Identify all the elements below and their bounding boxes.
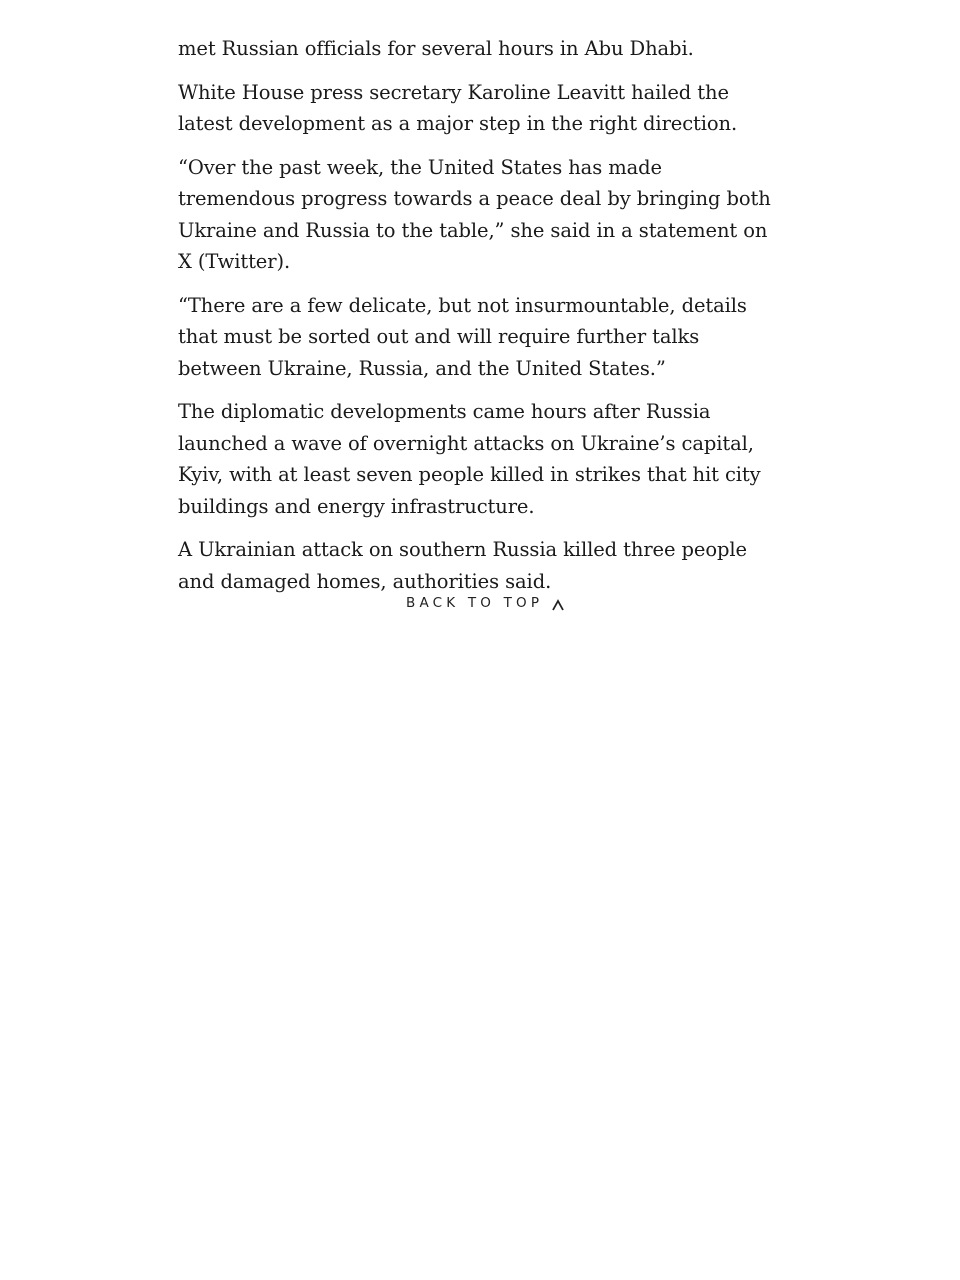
caret-up-icon [551,598,565,612]
article-paragraph: met Russian officials for several hours in Abu Dhabi. [178,37,694,60]
article-body [178,33,782,609]
article-paragraph: White House press secretary Karoline Leavitt hailed the latest development as a major step in the right direction. [178,80,738,135]
article-paragraph: “There are a few delicate, but not insurmountable, details that must be sorted out and will require further talks between Ukraine, Russia, and the United States.” [178,293,747,380]
back-to-top-label: BACK TO TOP [406,595,544,611]
article-paragraph: The diplomatic developments came hours after Russia launched a wave of overnight attacks on Ukraine’s capital, Kyiv, with at least seven people killed in strikes that hit city buildings and energy infrastructure. [178,400,761,518]
back-to-top-link[interactable] [406,593,565,613]
article-paragraph: A Ukrainian attack on southern Russia killed three people and damaged homes, authorities said. [178,538,747,593]
article-paragraph: “Over the past week, the United States has made tremendous progress towards a peace deal by bringing both Ukraine and Russia to the table,” she said in a statement on X (Twitter). [178,155,771,273]
